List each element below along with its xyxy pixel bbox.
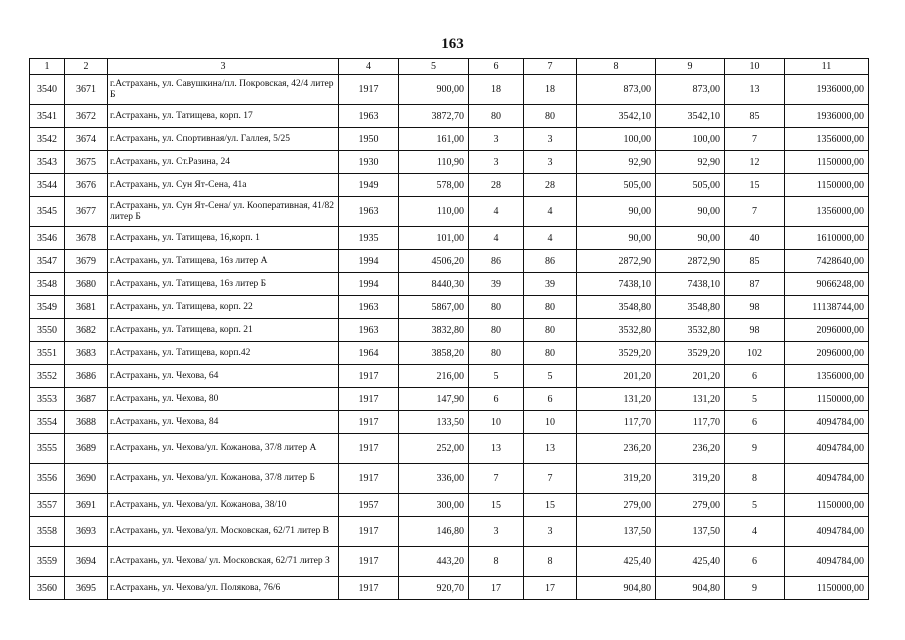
table-row	[30, 388, 869, 411]
cell-total-area: 8440,30	[399, 273, 469, 296]
cell-row-number: 3556	[30, 464, 65, 494]
cell-col-6-value: 4	[469, 197, 524, 227]
cell-col-9-value: 100,00	[656, 128, 725, 151]
table-row	[30, 434, 869, 464]
cell-living-area: 873,00	[577, 75, 656, 105]
cell-col-6-value: 39	[469, 273, 524, 296]
cell-col-9-value: 505,00	[656, 174, 725, 197]
cell-living-area: 3529,20	[577, 342, 656, 365]
cell-amount: 7428640,00	[785, 250, 869, 273]
cell-col-7-value: 17	[524, 577, 577, 600]
cell-living-area: 505,00	[577, 174, 656, 197]
cell-col-10-value: 40	[725, 227, 785, 250]
cell-amount: 1150000,00	[785, 577, 869, 600]
table-row	[30, 227, 869, 250]
cell-year-built: 1917	[339, 75, 399, 105]
cell-col-10-value: 7	[725, 128, 785, 151]
cell-col-9-value: 92,90	[656, 151, 725, 174]
column-header-4: 4	[339, 59, 399, 75]
cell-col-7-value: 80	[524, 319, 577, 342]
column-header-9: 9	[656, 59, 725, 75]
cell-row-number: 3551	[30, 342, 65, 365]
cell-address: г.Астрахань, ул. Чехова, 84	[108, 411, 339, 434]
cell-col-10-value: 9	[725, 434, 785, 464]
cell-total-area: 3858,20	[399, 342, 469, 365]
cell-year-built: 1994	[339, 273, 399, 296]
cell-col-6-value: 80	[469, 296, 524, 319]
cell-col-10-value: 15	[725, 174, 785, 197]
cell-living-area: 90,00	[577, 197, 656, 227]
cell-col-7-value: 10	[524, 411, 577, 434]
cell-address: г.Астрахань, ул. Татищева, корп.42	[108, 342, 339, 365]
table-row	[30, 75, 869, 105]
cell-address: г.Астрахань, ул. Сун Ят-Сена, 41а	[108, 174, 339, 197]
table-row	[30, 128, 869, 151]
cell-col-6-value: 15	[469, 494, 524, 517]
cell-living-area: 201,20	[577, 365, 656, 388]
table-row	[30, 577, 869, 600]
cell-living-area: 3542,10	[577, 105, 656, 128]
cell-total-area: 300,00	[399, 494, 469, 517]
cell-col-6-value: 3	[469, 128, 524, 151]
cell-address: г.Астрахань, ул. Чехова, 64	[108, 365, 339, 388]
cell-col-10-value: 85	[725, 250, 785, 273]
cell-total-area: 336,00	[399, 464, 469, 494]
cell-year-built: 1917	[339, 365, 399, 388]
cell-object-number: 3680	[65, 273, 108, 296]
cell-col-7-value: 8	[524, 547, 577, 577]
cell-total-area: 146,80	[399, 517, 469, 547]
cell-year-built: 1963	[339, 296, 399, 319]
cell-amount: 1150000,00	[785, 174, 869, 197]
cell-object-number: 3677	[65, 197, 108, 227]
cell-address: г.Астрахань, ул. Татищева, корп. 17	[108, 105, 339, 128]
cell-year-built: 1994	[339, 250, 399, 273]
cell-row-number: 3544	[30, 174, 65, 197]
cell-col-10-value: 6	[725, 547, 785, 577]
cell-row-number: 3543	[30, 151, 65, 174]
cell-col-10-value: 6	[725, 365, 785, 388]
cell-row-number: 3542	[30, 128, 65, 151]
cell-object-number: 3691	[65, 494, 108, 517]
table-row	[30, 151, 869, 174]
page-number: 163	[441, 36, 464, 52]
cell-col-10-value: 5	[725, 494, 785, 517]
cell-col-9-value: 236,20	[656, 434, 725, 464]
cell-object-number: 3675	[65, 151, 108, 174]
cell-year-built: 1957	[339, 494, 399, 517]
cell-col-9-value: 873,00	[656, 75, 725, 105]
cell-row-number: 3558	[30, 517, 65, 547]
cell-object-number: 3694	[65, 547, 108, 577]
cell-row-number: 3548	[30, 273, 65, 296]
cell-row-number: 3540	[30, 75, 65, 105]
table-row	[30, 174, 869, 197]
table-row	[30, 273, 869, 296]
cell-col-10-value: 98	[725, 296, 785, 319]
cell-col-10-value: 87	[725, 273, 785, 296]
cell-col-10-value: 98	[725, 319, 785, 342]
cell-total-area: 252,00	[399, 434, 469, 464]
cell-col-10-value: 4	[725, 517, 785, 547]
cell-object-number: 3689	[65, 434, 108, 464]
cell-address: г.Астрахань, ул. Татищева, корп. 21	[108, 319, 339, 342]
cell-object-number: 3671	[65, 75, 108, 105]
cell-col-6-value: 18	[469, 75, 524, 105]
cell-amount: 1150000,00	[785, 388, 869, 411]
cell-row-number: 3549	[30, 296, 65, 319]
cell-address: г.Астрахань, ул. Татищева, 16,корп. 1	[108, 227, 339, 250]
cell-amount: 2096000,00	[785, 342, 869, 365]
cell-living-area: 117,70	[577, 411, 656, 434]
table-body	[30, 75, 869, 600]
cell-col-6-value: 17	[469, 577, 524, 600]
cell-col-7-value: 80	[524, 296, 577, 319]
cell-col-7-value: 18	[524, 75, 577, 105]
cell-year-built: 1917	[339, 434, 399, 464]
cell-col-6-value: 3	[469, 517, 524, 547]
cell-col-7-value: 15	[524, 494, 577, 517]
cell-year-built: 1917	[339, 411, 399, 434]
table-row	[30, 547, 869, 577]
cell-amount: 4094784,00	[785, 517, 869, 547]
cell-col-6-value: 13	[469, 434, 524, 464]
cell-amount: 1356000,00	[785, 197, 869, 227]
cell-col-6-value: 10	[469, 411, 524, 434]
cell-year-built: 1963	[339, 319, 399, 342]
cell-total-area: 920,70	[399, 577, 469, 600]
cell-amount: 4094784,00	[785, 434, 869, 464]
cell-col-7-value: 39	[524, 273, 577, 296]
cell-living-area: 425,40	[577, 547, 656, 577]
cell-row-number: 3555	[30, 434, 65, 464]
table-row	[30, 250, 869, 273]
cell-col-10-value: 85	[725, 105, 785, 128]
cell-col-7-value: 28	[524, 174, 577, 197]
cell-col-6-value: 28	[469, 174, 524, 197]
cell-object-number: 3682	[65, 319, 108, 342]
table-row	[30, 494, 869, 517]
cell-object-number: 3687	[65, 388, 108, 411]
cell-col-7-value: 6	[524, 388, 577, 411]
cell-col-7-value: 86	[524, 250, 577, 273]
cell-year-built: 1949	[339, 174, 399, 197]
cell-col-6-value: 5	[469, 365, 524, 388]
cell-living-area: 904,80	[577, 577, 656, 600]
cell-object-number: 3679	[65, 250, 108, 273]
cell-col-7-value: 4	[524, 227, 577, 250]
cell-living-area: 319,20	[577, 464, 656, 494]
table-row	[30, 464, 869, 494]
cell-address: г.Астрахань, ул. Чехова, 80	[108, 388, 339, 411]
cell-row-number: 3560	[30, 577, 65, 600]
table-row	[30, 365, 869, 388]
cell-amount: 2096000,00	[785, 319, 869, 342]
cell-total-area: 147,90	[399, 388, 469, 411]
cell-total-area: 900,00	[399, 75, 469, 105]
column-header-11: 11	[785, 59, 869, 75]
column-header-5: 5	[399, 59, 469, 75]
cell-amount: 1936000,00	[785, 75, 869, 105]
cell-col-6-value: 6	[469, 388, 524, 411]
cell-object-number: 3678	[65, 227, 108, 250]
cell-object-number: 3693	[65, 517, 108, 547]
cell-living-area: 2872,90	[577, 250, 656, 273]
table-row	[30, 296, 869, 319]
cell-year-built: 1917	[339, 517, 399, 547]
cell-col-7-value: 4	[524, 197, 577, 227]
cell-living-area: 3548,80	[577, 296, 656, 319]
cell-living-area: 131,20	[577, 388, 656, 411]
cell-living-area: 137,50	[577, 517, 656, 547]
cell-year-built: 1917	[339, 464, 399, 494]
cell-address: г.Астрахань, ул. Татищева, 16з литер А	[108, 250, 339, 273]
cell-col-9-value: 425,40	[656, 547, 725, 577]
cell-address: г.Астрахань, ул. Чехова/ул. Кожанова, 38/10	[108, 494, 339, 517]
cell-year-built: 1935	[339, 227, 399, 250]
cell-col-7-value: 3	[524, 517, 577, 547]
cell-total-area: 161,00	[399, 128, 469, 151]
cell-living-area: 3532,80	[577, 319, 656, 342]
cell-col-6-value: 7	[469, 464, 524, 494]
cell-living-area: 92,90	[577, 151, 656, 174]
cell-col-9-value: 137,50	[656, 517, 725, 547]
cell-total-area: 216,00	[399, 365, 469, 388]
cell-amount: 1936000,00	[785, 105, 869, 128]
cell-col-9-value: 201,20	[656, 365, 725, 388]
cell-col-10-value: 7	[725, 197, 785, 227]
cell-col-10-value: 9	[725, 577, 785, 600]
cell-col-9-value: 131,20	[656, 388, 725, 411]
cell-row-number: 3545	[30, 197, 65, 227]
column-header-7: 7	[524, 59, 577, 75]
cell-col-10-value: 13	[725, 75, 785, 105]
cell-col-10-value: 102	[725, 342, 785, 365]
column-header-2: 2	[65, 59, 108, 75]
cell-row-number: 3550	[30, 319, 65, 342]
cell-total-area: 3832,80	[399, 319, 469, 342]
cell-object-number: 3688	[65, 411, 108, 434]
cell-year-built: 1917	[339, 388, 399, 411]
cell-col-7-value: 7	[524, 464, 577, 494]
cell-year-built: 1917	[339, 577, 399, 600]
cell-total-area: 3872,70	[399, 105, 469, 128]
cell-total-area: 110,00	[399, 197, 469, 227]
table-row	[30, 342, 869, 365]
cell-object-number: 3695	[65, 577, 108, 600]
cell-total-area: 578,00	[399, 174, 469, 197]
cell-col-9-value: 90,00	[656, 227, 725, 250]
column-header-6: 6	[469, 59, 524, 75]
cell-col-9-value: 90,00	[656, 197, 725, 227]
column-header-10: 10	[725, 59, 785, 75]
column-header-3: 3	[108, 59, 339, 75]
cell-living-area: 100,00	[577, 128, 656, 151]
cell-amount: 1610000,00	[785, 227, 869, 250]
cell-object-number: 3683	[65, 342, 108, 365]
cell-row-number: 3557	[30, 494, 65, 517]
cell-col-7-value: 5	[524, 365, 577, 388]
cell-col-9-value: 2872,90	[656, 250, 725, 273]
cell-address: г.Астрахань, ул. Сун Ят-Сена/ ул. Кооперативная, 41/82 литер Б	[108, 197, 339, 227]
cell-col-9-value: 7438,10	[656, 273, 725, 296]
cell-col-10-value: 6	[725, 411, 785, 434]
cell-col-6-value: 8	[469, 547, 524, 577]
cell-address: г.Астрахань, ул. Чехова/ул. Полякова, 76/6	[108, 577, 339, 600]
cell-row-number: 3559	[30, 547, 65, 577]
cell-year-built: 1963	[339, 197, 399, 227]
header-row	[30, 59, 869, 75]
cell-col-10-value: 8	[725, 464, 785, 494]
cell-total-area: 5867,00	[399, 296, 469, 319]
cell-row-number: 3552	[30, 365, 65, 388]
cell-row-number: 3554	[30, 411, 65, 434]
cell-col-9-value: 3542,10	[656, 105, 725, 128]
cell-col-7-value: 3	[524, 128, 577, 151]
cell-object-number: 3676	[65, 174, 108, 197]
cell-year-built: 1964	[339, 342, 399, 365]
cell-address: г.Астрахань, ул. Савушкина/пл. Покровская, 42/4 литер Б	[108, 75, 339, 105]
cell-address: г.Астрахань, ул. Чехова/ ул. Московская, 62/71 литер З	[108, 547, 339, 577]
cell-object-number: 3674	[65, 128, 108, 151]
cell-object-number: 3672	[65, 105, 108, 128]
cell-col-10-value: 12	[725, 151, 785, 174]
cell-col-6-value: 4	[469, 227, 524, 250]
cell-total-area: 101,00	[399, 227, 469, 250]
cell-col-9-value: 3532,80	[656, 319, 725, 342]
cell-col-9-value: 3529,20	[656, 342, 725, 365]
cell-amount: 1150000,00	[785, 494, 869, 517]
cell-living-area: 236,20	[577, 434, 656, 464]
cell-col-7-value: 80	[524, 342, 577, 365]
cell-col-9-value: 3548,80	[656, 296, 725, 319]
cell-address: г.Астрахань, ул. Татищева, 16з литер Б	[108, 273, 339, 296]
cell-amount: 1356000,00	[785, 365, 869, 388]
cell-row-number: 3541	[30, 105, 65, 128]
cell-amount: 11138744,00	[785, 296, 869, 319]
cell-col-9-value: 319,20	[656, 464, 725, 494]
cell-col-7-value: 13	[524, 434, 577, 464]
cell-object-number: 3690	[65, 464, 108, 494]
cell-amount: 4094784,00	[785, 411, 869, 434]
table-row	[30, 411, 869, 434]
cell-object-number: 3686	[65, 365, 108, 388]
cell-row-number: 3547	[30, 250, 65, 273]
column-header-1: 1	[30, 59, 65, 75]
cell-amount: 1150000,00	[785, 151, 869, 174]
cell-col-6-value: 80	[469, 105, 524, 128]
cell-col-7-value: 80	[524, 105, 577, 128]
cell-row-number: 3553	[30, 388, 65, 411]
cell-address: г.Астрахань, ул. Чехова/ул. Кожанова, 37/8 литер А	[108, 434, 339, 464]
cell-row-number: 3546	[30, 227, 65, 250]
cell-year-built: 1963	[339, 105, 399, 128]
cell-address: г.Астрахань, ул. Татищева, корп. 22	[108, 296, 339, 319]
cell-amount: 4094784,00	[785, 547, 869, 577]
cell-col-6-value: 86	[469, 250, 524, 273]
table-row	[30, 517, 869, 547]
cell-object-number: 3681	[65, 296, 108, 319]
column-header-8: 8	[577, 59, 656, 75]
cell-total-area: 133,50	[399, 411, 469, 434]
cell-address: г.Астрахань, ул. Чехова/ул. Кожанова, 37/8 литер Б	[108, 464, 339, 494]
cell-col-9-value: 117,70	[656, 411, 725, 434]
cell-col-10-value: 5	[725, 388, 785, 411]
cell-col-9-value: 279,00	[656, 494, 725, 517]
table-row	[30, 319, 869, 342]
cell-amount: 9066248,00	[785, 273, 869, 296]
cell-col-9-value: 904,80	[656, 577, 725, 600]
cell-col-6-value: 80	[469, 319, 524, 342]
cell-address: г.Астрахань, ул. Ст.Разина, 24	[108, 151, 339, 174]
cell-year-built: 1950	[339, 128, 399, 151]
cell-living-area: 279,00	[577, 494, 656, 517]
cell-amount: 1356000,00	[785, 128, 869, 151]
cell-total-area: 4506,20	[399, 250, 469, 273]
cell-total-area: 110,90	[399, 151, 469, 174]
cell-year-built: 1917	[339, 547, 399, 577]
table-row	[30, 105, 869, 128]
cell-living-area: 7438,10	[577, 273, 656, 296]
cell-address: г.Астрахань, ул. Чехова/ул. Московская, 62/71 литер В	[108, 517, 339, 547]
cell-year-built: 1930	[339, 151, 399, 174]
cell-col-6-value: 80	[469, 342, 524, 365]
cell-total-area: 443,20	[399, 547, 469, 577]
cell-address: г.Астрахань, ул. Спортивная/ул. Галлея, 5/25	[108, 128, 339, 151]
cell-amount: 4094784,00	[785, 464, 869, 494]
cell-living-area: 90,00	[577, 227, 656, 250]
cell-col-7-value: 3	[524, 151, 577, 174]
table-row	[30, 197, 869, 227]
property-table	[29, 58, 869, 600]
cell-col-6-value: 3	[469, 151, 524, 174]
